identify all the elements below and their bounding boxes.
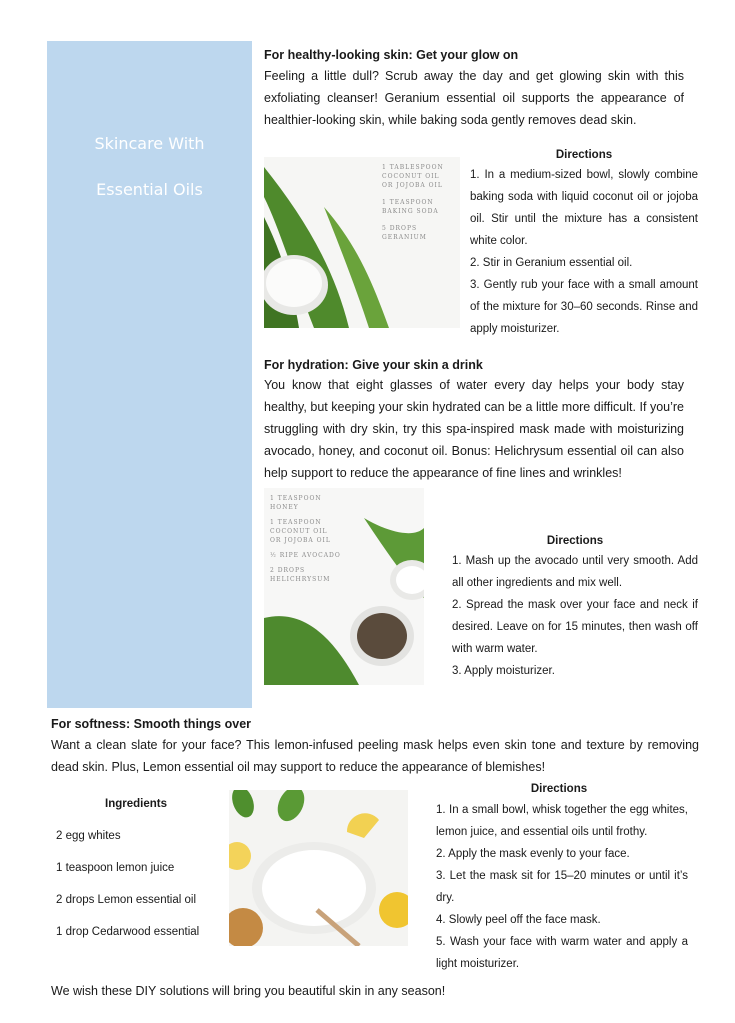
direction-step: 4. Slowly peel off the face mask. — [436, 914, 601, 926]
direction-step: 1. In a small bowl, whisk together the egg whites, lemon juice, and essential oils until frothy. — [436, 804, 688, 838]
direction-step: 3. Gently rub your face with a small amount of the mixture for 30–60 seconds. Rinse and apply moisturizer. — [470, 279, 698, 335]
section1-photo-text: 1 TABLESPOON COCONUT OIL OR JOJOBA OIL 1 TEASPOON BAKING SODA 5 DROPS GERANIUM — [382, 164, 444, 241]
ingredient-item: 2 drops Lemon essential oil — [56, 894, 196, 906]
sidebar-title-line2: Essential Oils — [96, 180, 203, 199]
ingredients-list — [56, 828, 226, 940]
sidebar-title — [47, 121, 252, 213]
section3-lemon-mask-photo — [229, 790, 408, 946]
direction-step: 2. Stir in Geranium essential oil. — [470, 257, 633, 269]
section2-ingredient-photo — [264, 488, 424, 685]
section2-directions-heading: Directions — [546, 535, 604, 547]
section2-photo-text: 1 TEASPOON HONEY 1 TEASPOON COCONUT OIL OR JOJOBA OIL ½ RIPE AVOCADO 2 DROPS HELICHRYSUM — [270, 495, 341, 583]
direction-step: 1. In a medium-sized bowl, slowly combine baking soda with liquid coconut oil or jojoba oil. Stir until the mixture has a consistent white color. — [470, 169, 698, 247]
section1-body: Feeling a little dull? Scrub away the day and get glowing skin with this exfoliating cleanser! Geranium essential oil supports the appearance of healthier-looking skin, while baking soda gently removes dead skin. — [264, 69, 684, 127]
ingredient-item: 2 egg whites — [56, 830, 121, 842]
lemon-bowl-illustration — [229, 790, 408, 946]
section1-directions — [470, 164, 698, 340]
section3-body: Want a clean slate for your face? This lemon-infused peeling mask helps even skin tone and texture by removing dead skin. Plus, Lemon essential oil may support to reduce the appearance of blemishes! — [51, 738, 699, 774]
direction-step: 5. Wash your face with warm water and apply a light moisturizer. — [436, 936, 688, 970]
section1-ingredient-photo — [264, 157, 460, 328]
direction-step: 2. Spread the mask over your face and neck if desired. Leave on for 15 minutes, then wash off with warm water. — [452, 599, 698, 655]
section2-body: You know that eight glasses of water every day helps your body stay healthy, but keeping your skin hydrated can be a little more difficult. If you’re struggling with dry skin, try this spa-inspired mask made with moisturizing avocado, honey, and coconut oil. Bonus: Helichrysum essential oil can also help support to reduce the appearance of fine lines and wrinkles! — [264, 378, 684, 480]
closing-line: We wish these DIY solutions will bring you beautiful skin in any season! — [51, 984, 446, 998]
direction-step: 3. Apply moisturizer. — [452, 665, 555, 677]
section1-heading: For healthy-looking skin: Get your glow on — [264, 48, 519, 62]
direction-step: 1. Mash up the avocado until very smooth. Add all other ingredients and mix well. — [452, 555, 698, 589]
section3-heading: For softness: Smooth things over — [51, 717, 252, 731]
ingredient-item: 1 drop Cedarwood essential — [56, 926, 200, 938]
sidebar-banner — [47, 41, 252, 708]
section3-directions-heading: Directions — [530, 783, 588, 795]
ingredients-heading: Ingredients — [105, 798, 167, 810]
section2-directions — [452, 550, 698, 682]
section1-directions-heading: Directions — [555, 149, 613, 161]
sidebar-title-line1: Skincare With — [94, 134, 205, 153]
section2-heading: For hydration: Give your skin a drink — [264, 358, 483, 372]
direction-step: 3. Let the mask sit for 15–20 minutes or until it’s dry. — [436, 870, 688, 904]
section3-directions — [436, 799, 688, 975]
ingredient-item: 1 teaspoon lemon juice — [56, 862, 175, 874]
direction-step: 2. Apply the mask evenly to your face. — [436, 848, 630, 860]
